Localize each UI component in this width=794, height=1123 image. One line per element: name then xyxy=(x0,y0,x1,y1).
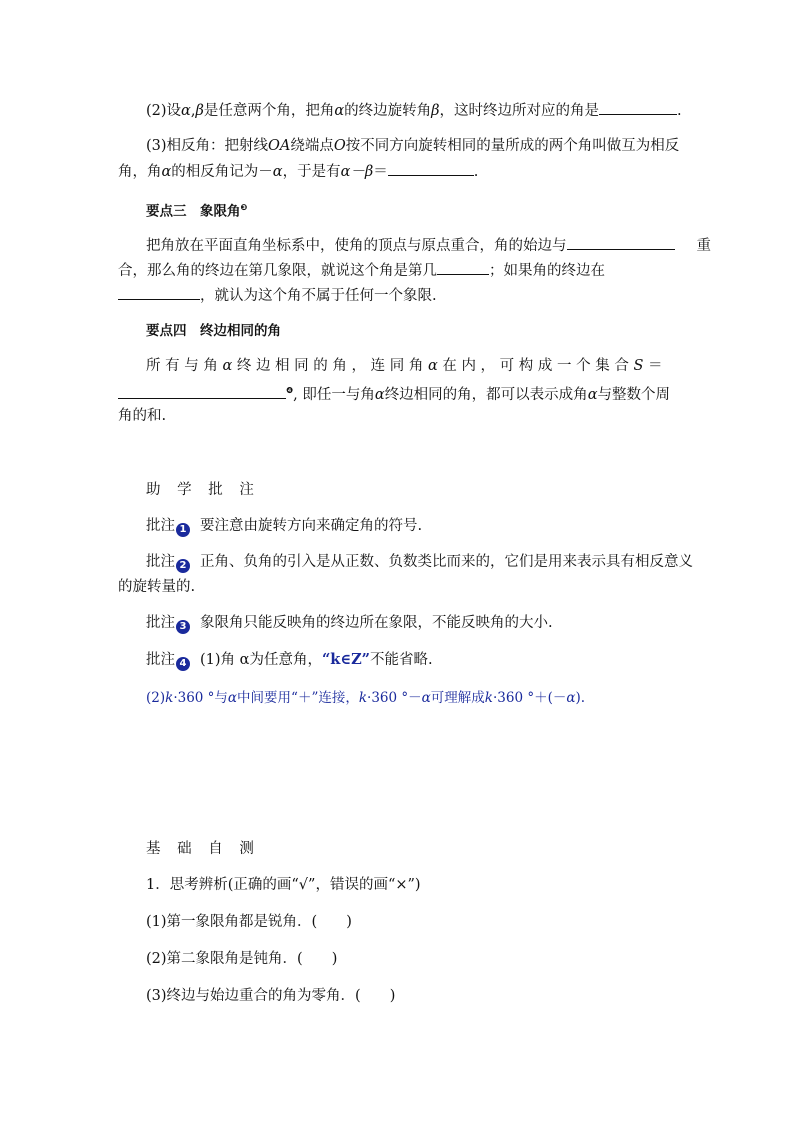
point-3-line-2 xyxy=(118,261,678,280)
point-3-line-1 xyxy=(146,236,711,255)
text: 把角放在平面直角坐标系中，使角的顶点与原点重合，角的始边与 xyxy=(146,238,567,254)
text: ). xyxy=(575,690,586,706)
math-alpha: α xyxy=(334,103,345,119)
math-beta: β xyxy=(195,103,204,119)
text: 是任意两个角，把角 xyxy=(203,103,335,119)
annotation-3 xyxy=(146,614,706,634)
item-3-line-2 xyxy=(118,162,678,181)
math-alpha: α xyxy=(427,358,438,374)
text: 要注意由旋转方向来确定角的符号. xyxy=(200,518,423,534)
number-badge: 2 xyxy=(176,559,190,573)
text: 的相反角记为－ xyxy=(171,164,273,180)
text: ，这时终边所对应的角是 xyxy=(439,103,600,119)
number-badge: 1 xyxy=(176,523,190,537)
math-alpha: α xyxy=(161,164,172,180)
annotation-2 xyxy=(146,553,706,573)
question-1: 1．思考辨析(正确的画“√”，错误的画“×”) xyxy=(146,877,421,893)
point-3-heading xyxy=(146,199,247,221)
text: 的旋转量的. xyxy=(118,579,196,595)
text: ＝ xyxy=(643,358,663,374)
math-alpha: α xyxy=(272,164,283,180)
math-beta: β xyxy=(431,103,440,119)
text: (2)设 xyxy=(146,103,182,119)
text: ·360 °＋(－ xyxy=(492,690,567,706)
math-o: O xyxy=(333,138,346,154)
annotation-label: 批注 xyxy=(146,652,175,668)
math-s: S xyxy=(633,358,644,374)
text: 角的和. xyxy=(118,408,167,424)
text: (1)角 α为任意角， xyxy=(200,652,322,668)
text: 在 内 ， 可 构 成 一 个 集 合 xyxy=(437,358,634,374)
annotation-label: 批注 xyxy=(146,554,175,570)
point-4-heading xyxy=(146,322,281,340)
text: 终 边 相 同 的 角 ， 连 同 角 xyxy=(232,358,428,374)
text: “k∈Z” xyxy=(321,651,370,668)
math-alpha: α xyxy=(421,690,431,706)
math-k: k xyxy=(165,690,174,706)
text: 终边相同的角，都可以表示成角 xyxy=(384,386,588,403)
text: ，就认为这个角不属于任何一个象限. xyxy=(200,288,437,304)
annotation-1 xyxy=(146,517,706,537)
number-badge: 4 xyxy=(176,657,190,671)
text: 角，角 xyxy=(118,164,162,180)
annotation-4 xyxy=(146,651,706,671)
text: ·360 °－ xyxy=(367,690,422,706)
annotation-label: 批注 xyxy=(146,518,175,534)
math-expression: α－β xyxy=(340,164,374,180)
fill-blank[interactable] xyxy=(118,286,200,300)
text: 重 xyxy=(696,238,711,254)
text: , 即任一与角 xyxy=(293,386,375,403)
text: . xyxy=(677,103,682,119)
point-4-line-1 xyxy=(146,357,706,375)
text: , xyxy=(190,103,196,119)
annotation-label: 批注 xyxy=(146,615,175,631)
text: ，于是有 xyxy=(282,164,341,180)
fill-blank[interactable] xyxy=(599,101,677,115)
text: 所 有 与 角 xyxy=(146,358,223,374)
text: 按不同方向旋转相同的量所成的两个角叫做互为相反 xyxy=(345,138,680,154)
text: 合，那么角的终边在第几象限，就说这个角是第几 xyxy=(118,263,437,279)
point-4-line-2 xyxy=(118,382,678,404)
fill-blank[interactable] xyxy=(567,236,675,250)
math-k: k xyxy=(484,690,493,706)
annotation-2-line-2 xyxy=(118,578,678,596)
point-3-line-3 xyxy=(118,286,678,305)
number-badge: 3 xyxy=(176,620,190,634)
math-alpha: α xyxy=(566,690,576,706)
math-alpha: α xyxy=(227,690,238,706)
note-marker: ❹ xyxy=(286,386,294,395)
question-1-2: (2)第二象限角是钝角．( ) xyxy=(146,951,338,967)
math-oa: OA xyxy=(268,138,291,154)
text: 可理解成 xyxy=(430,690,485,706)
fill-blank[interactable] xyxy=(118,385,286,399)
text: 中间要用“＋”连接， xyxy=(237,690,359,706)
text: (2) xyxy=(146,690,166,706)
heading-text: 要点三 象限角 xyxy=(146,203,241,220)
text: ；如果角的终边在 xyxy=(489,263,605,279)
heading-text: 要点四 终边相同的角 xyxy=(146,323,281,339)
item-2-line xyxy=(146,101,706,120)
math-alpha: α xyxy=(222,358,233,374)
note-marker: ❸ xyxy=(240,203,248,212)
text: 绕端点 xyxy=(290,138,334,154)
math-alpha: α xyxy=(374,386,385,403)
math-alpha: α xyxy=(181,103,191,119)
text: ·360 °与 xyxy=(173,690,228,706)
item-3-line-1 xyxy=(146,137,706,155)
text: 的终边旋转角 xyxy=(344,103,432,119)
text: 不能省略. xyxy=(370,652,433,668)
text: . xyxy=(473,164,479,180)
text: ＝ xyxy=(373,164,388,180)
text: 象限角只能反映角的终边所在象限，不能反映角的大小. xyxy=(200,615,553,631)
selftest-title: 基 础 自 测 xyxy=(146,841,260,857)
question-1-1: (1)第一象限角都是锐角．( ) xyxy=(146,914,352,930)
fill-blank[interactable] xyxy=(437,261,489,275)
annotation-4-line-2 xyxy=(146,689,706,707)
fill-blank[interactable] xyxy=(388,162,474,176)
point-4-line-3 xyxy=(118,407,678,425)
text: 与整数个周 xyxy=(597,386,670,403)
text: 正角、负角的引入是从正数、负数类比而来的，它们是用来表示具有相反意义 xyxy=(200,554,693,570)
text: (3)相反角：把射线 xyxy=(146,138,269,154)
question-1-3: (3)终边与始边重合的角为零角．( ) xyxy=(146,988,396,1004)
math-alpha: α xyxy=(587,386,598,403)
annotations-title: 助 学 批 注 xyxy=(146,482,260,498)
math-k: k xyxy=(358,690,368,706)
